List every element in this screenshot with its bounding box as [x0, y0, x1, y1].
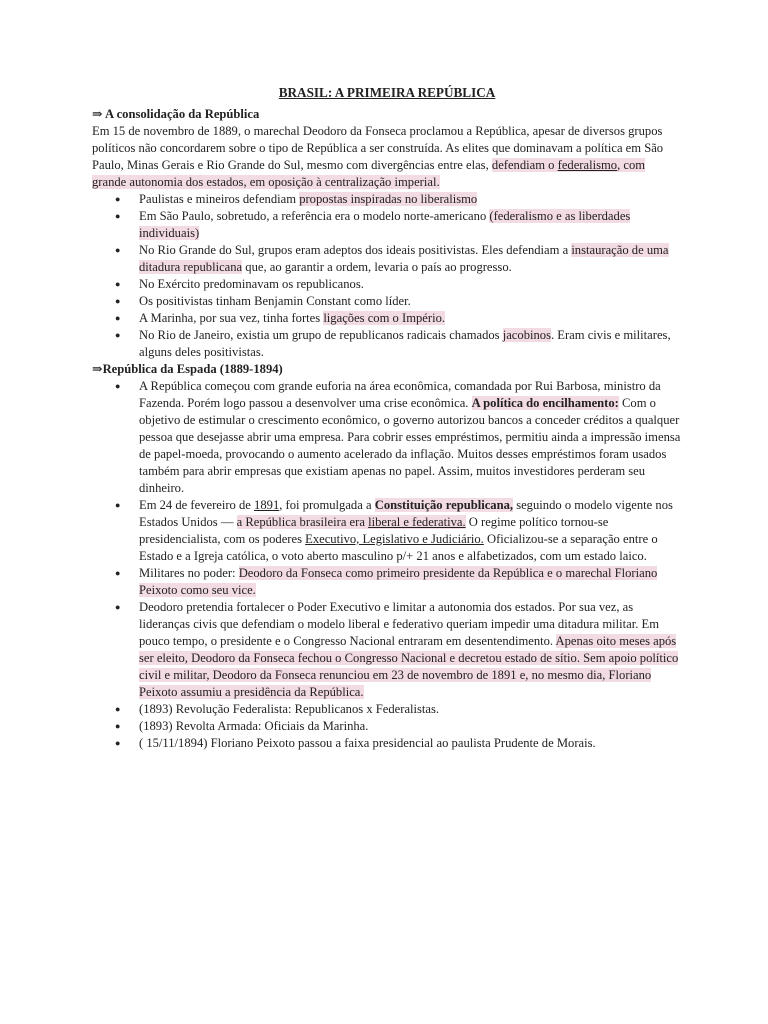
arrow-icon: ⇒ — [92, 362, 103, 376]
item-text: Paulistas e mineiros defendiam — [139, 192, 300, 206]
item-text: Em 24 de fevereiro de — [139, 498, 255, 512]
highlight-text: instauração de uma ditadura republicana — [139, 243, 669, 274]
item-text: Com o objetivo de estimular o crescimento econômico, o governo autorizou bancos a conceder créditos a qualquer pessoa que desejasse abrir uma empresa. Para cobrir esses empréstimos, permitiu ainda a impressão imensa de papel-moeda, provocando o aumento acelerado da inflação. Muitos desses empréstimos foram usados também para abrir empresas que existiam apenas no papel. Assim, muitos investidores perderam seu dinheiro. — [139, 396, 681, 495]
section-heading-republica-espada — [92, 361, 682, 378]
item-text: que, ao garantir a ordem, levaria o país ao progresso. — [242, 260, 512, 274]
document-page — [92, 84, 682, 752]
underlined-term: liberal e federativa. — [368, 515, 466, 529]
highlight-text: , com grande autonomia dos estados, em oposição à centralização imperial. — [92, 158, 646, 189]
highlight-text: ligações com o Império. — [323, 311, 446, 325]
bullet-icon: ● — [115, 313, 121, 323]
bullet-icon: ● — [115, 568, 121, 578]
item-text: No Rio de Janeiro, existia um grupo de republicanos radicais chamados — [139, 328, 503, 342]
item-text: Deodoro pretendia fortalecer o Poder Executivo e limitar a autonomia dos estados. Por sua vez, as lideranças civis que defendiam o modelo liberal e federativo queriam impedir uma ditadura militar. Em pouco tempo, o presidente e o Congresso Nacional entraram em desentendimento. — [139, 600, 660, 648]
list-item — [115, 310, 682, 327]
list-item — [115, 242, 682, 276]
arrow-icon: ⇒ — [92, 107, 106, 121]
list-item — [115, 327, 682, 361]
item-text: Em São Paulo, sobretudo, a referência era o modelo norte-americano — [139, 209, 490, 223]
highlight-text: Deodoro da Fonseca como primeiro presidente da República e o marechal Floriano Peixoto como seu vice. — [139, 566, 658, 597]
list-item — [115, 599, 682, 701]
item-text: O regime político tornou-se presidencialista, com os poderes — [139, 515, 609, 546]
list-item — [115, 208, 682, 242]
item-text: . Eram civis e militares, alguns deles positivistas. — [139, 328, 671, 359]
bullet-icon: ● — [115, 279, 121, 289]
bullet-icon: ● — [115, 602, 121, 612]
list-item — [115, 565, 682, 599]
item-text: No Exército predominavam os republicanos. — [139, 277, 364, 291]
highlight-text: Apenas oito meses após ser eleito, Deodoro da Fonseca fechou o Congresso Nacional e decretou estado de sítio. Sem apoio político civil e militar, Deodoro da Fonseca renunciou em 23 de novembro de 1891 e, no mesmo dia, Floriano Peixoto assumiu a presidência da República. — [139, 634, 679, 699]
bullet-icon: ● — [115, 330, 121, 340]
highlight-bold-text: A política do encilhamento: — [471, 396, 619, 410]
list-item — [115, 497, 682, 565]
section-heading-text: A consolidação da República — [105, 107, 260, 121]
item-text: , foi promulgada a — [279, 498, 375, 512]
bullet-icon: ● — [115, 721, 121, 731]
list-item — [115, 718, 682, 735]
item-text: Militares no poder: — [139, 566, 239, 580]
item-text: ( 15/11/1894) Floriano Peixoto passou a faixa presidencial ao paulista Prudente de Morais. — [139, 736, 596, 750]
bullet-list-republica-espada — [92, 378, 682, 752]
section-heading-text: República da Espada (1889-1894) — [102, 362, 283, 376]
item-text: Os positivistas tinham Benjamin Constant como líder. — [139, 294, 411, 308]
list-item — [115, 276, 682, 293]
bullet-icon: ● — [115, 500, 121, 510]
item-text: (1893) Revolta Armada: Oficiais da Marinha. — [139, 719, 369, 733]
highlight-text: defendiam o — [491, 158, 558, 172]
bullet-icon: ● — [115, 296, 121, 306]
bullet-icon: ● — [115, 381, 121, 391]
highlight-text: jacobinos — [502, 328, 551, 342]
bullet-icon: ● — [115, 245, 121, 255]
item-text: A República começou com grande euforia na área econômica, comandada por Rui Barbosa, ministro da Fazenda. Porém logo passou a desenvolver uma crise econômica. — [139, 379, 661, 410]
highlight-text: a República brasileira era — [236, 515, 369, 529]
list-item — [115, 378, 682, 497]
highlight-text: (federalismo e as liberdades individuais) — [139, 209, 631, 240]
intro-paragraph — [92, 123, 682, 191]
item-text: A Marinha, por sua vez, tinha fortes — [139, 311, 324, 325]
list-item — [115, 191, 682, 208]
bullet-icon: ● — [115, 194, 121, 204]
section-heading-consolidacao — [92, 106, 682, 123]
highlight-bold-text: Constituição republicana, — [374, 498, 514, 512]
document-title: BRASIL: A PRIMEIRA REPÚBLICA — [278, 85, 496, 100]
highlight-text: propostas inspiradas no liberalismo — [299, 192, 478, 206]
item-text: Oficializou-se a separação entre o Estado e a Igreja católica, o voto aberto masculino p/+ 21 anos e alfabetizados, com um estado laico. — [139, 532, 658, 563]
list-item — [115, 701, 682, 718]
underlined-term: Executivo, Legislativo e Judiciário. — [305, 532, 484, 546]
bullet-icon: ● — [115, 211, 121, 221]
underlined-term: federalismo — [557, 158, 618, 172]
item-text: (1893) Revolução Federalista: Republicanos x Federalistas. — [139, 702, 440, 716]
item-text: seguindo o modelo vigente nos Estados Unidos — — [139, 498, 673, 529]
bullet-icon: ● — [115, 704, 121, 714]
intro-text: Em 15 de novembro de 1889, o marechal Deodoro da Fonseca proclamou a República, apesar de diversos grupos políticos não concordarem sobre o tipo de República a ser construída. As elites que dominavam a política em São Paulo, Minas Gerais e Rio Grande do Sul, mesmo com divergências entre elas, — [92, 124, 664, 172]
list-item — [115, 735, 682, 752]
highlight-liberal-federativa — [237, 515, 466, 529]
item-text: No Rio Grande do Sul, grupos eram adeptos dos ideais positivistas. Eles defendiam a — [139, 243, 572, 257]
list-item — [115, 293, 682, 310]
bullet-list-consolidacao — [92, 191, 682, 361]
underlined-year: 1891 — [254, 498, 280, 512]
bullet-icon: ● — [115, 738, 121, 748]
